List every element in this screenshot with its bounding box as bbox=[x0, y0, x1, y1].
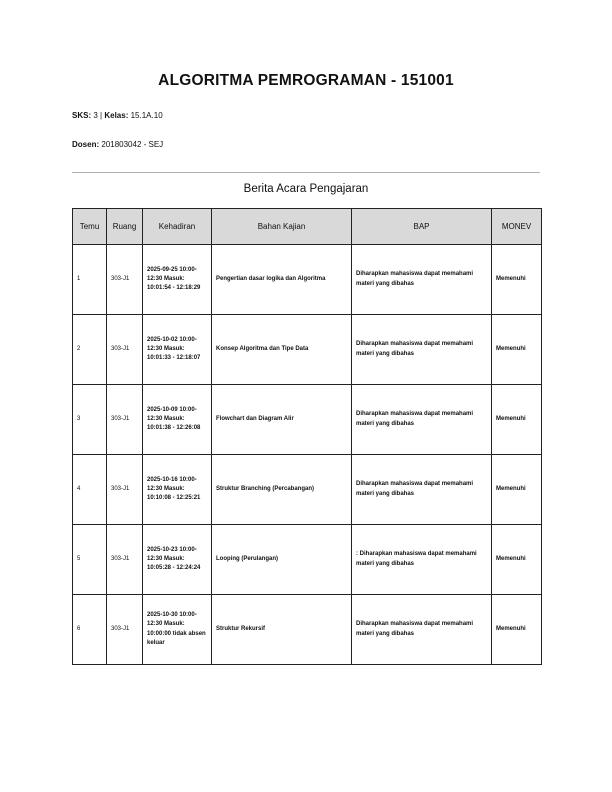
cell-ruang: 303-J1 bbox=[107, 525, 143, 595]
cell-temu: 4 bbox=[73, 455, 107, 525]
header-bahan-kajian: Bahan Kajian bbox=[212, 209, 352, 245]
cell-kehadiran: 2025-09-25 10:00-12:30 Masuk: 10:01:54 - 12:18:29 bbox=[143, 245, 212, 315]
meta-separator: | bbox=[100, 111, 103, 120]
cell-kehadiran: 2025-10-30 10:00-12:30 Masuk: 10:00:00 tidak absen keluar bbox=[143, 595, 212, 665]
cell-kehadiran: 2025-10-09 10:00-12:30 Masuk: 10:01:38 - 12:26:08 bbox=[143, 385, 212, 455]
cell-temu: 2 bbox=[73, 315, 107, 385]
cell-bap: : Diharapkan mahasiswa dapat memahami materi yang dibahas bbox=[352, 525, 492, 595]
cell-ruang: 303-J1 bbox=[107, 385, 143, 455]
cell-bap: Diharapkan mahasiswa dapat memahami materi yang dibahas bbox=[352, 245, 492, 315]
header-kehadiran: Kehadiran bbox=[143, 209, 212, 245]
header-ruang: Ruang bbox=[107, 209, 143, 245]
cell-monev: Memenuhi bbox=[492, 245, 542, 315]
table-row bbox=[73, 315, 542, 385]
lecturer-meta bbox=[72, 140, 163, 149]
cell-bahan-kajian: Struktur Rekursif bbox=[212, 595, 352, 665]
table-row bbox=[73, 385, 542, 455]
table-row bbox=[73, 525, 542, 595]
table-header-row bbox=[73, 209, 542, 245]
table-row bbox=[73, 455, 542, 525]
cell-monev: Memenuhi bbox=[492, 385, 542, 455]
cell-bahan-kajian: Looping (Perulangan) bbox=[212, 525, 352, 595]
cell-temu: 5 bbox=[73, 525, 107, 595]
dosen-label: Dosen: bbox=[72, 140, 100, 149]
cell-monev: Memenuhi bbox=[492, 455, 542, 525]
divider bbox=[72, 172, 540, 173]
cell-bap: Diharapkan mahasiswa dapat memahami materi yang dibahas bbox=[352, 595, 492, 665]
cell-bahan-kajian: Pengertian dasar logika dan Algoritma bbox=[212, 245, 352, 315]
cell-monev: Memenuhi bbox=[492, 315, 542, 385]
section-title: Berita Acara Pengajaran bbox=[243, 183, 369, 195]
cell-ruang: 303-J1 bbox=[107, 245, 143, 315]
cell-bahan-kajian: Konsep Algoritma dan Tipe Data bbox=[212, 315, 352, 385]
cell-kehadiran: 2025-10-02 10:00-12:30 Masuk: 10:01:33 - 12:18:07 bbox=[143, 315, 212, 385]
cell-kehadiran: 2025-10-16 10:00-12:30 Masuk: 10:10:08 - 12:25:21 bbox=[143, 455, 212, 525]
kelas-value: 15.1A.10 bbox=[130, 111, 163, 120]
cell-bahan-kajian: Struktur Branching (Percabangan) bbox=[212, 455, 352, 525]
table-row bbox=[73, 595, 542, 665]
cell-kehadiran: 2025-10-23 10:00-12:30 Masuk: 10:05:28 - 12:24:24 bbox=[143, 525, 212, 595]
bap-table bbox=[72, 208, 542, 665]
kelas-label: Kelas: bbox=[104, 111, 129, 120]
cell-bap: Diharapkan mahasiswa dapat memahami materi yang dibahas bbox=[352, 385, 492, 455]
cell-ruang: 303-J1 bbox=[107, 315, 143, 385]
cell-bap: Diharapkan mahasiswa dapat memahami materi yang dibahas bbox=[352, 315, 492, 385]
page-title: ALGORITMA PEMROGRAMAN - 151001 bbox=[158, 72, 454, 89]
cell-bahan-kajian: Flowchart dan Diagram Alir bbox=[212, 385, 352, 455]
sks-label: SKS: bbox=[72, 111, 92, 120]
cell-bap: Diharapkan mahasiswa dapat memahami materi yang dibahas bbox=[352, 455, 492, 525]
sks-value: 3 bbox=[93, 111, 98, 120]
cell-temu: 6 bbox=[73, 595, 107, 665]
cell-ruang: 303-J1 bbox=[107, 455, 143, 525]
cell-monev: Memenuhi bbox=[492, 595, 542, 665]
cell-ruang: 303-J1 bbox=[107, 595, 143, 665]
dosen-value: 201803042 - SEJ bbox=[101, 140, 164, 149]
header-temu: Temu bbox=[73, 209, 107, 245]
header-bap: BAP bbox=[352, 209, 492, 245]
header-monev: MONEV bbox=[492, 209, 542, 245]
course-meta bbox=[72, 111, 163, 120]
cell-temu: 1 bbox=[73, 245, 107, 315]
cell-temu: 3 bbox=[73, 385, 107, 455]
table-row bbox=[73, 245, 542, 315]
cell-monev: Memenuhi bbox=[492, 525, 542, 595]
